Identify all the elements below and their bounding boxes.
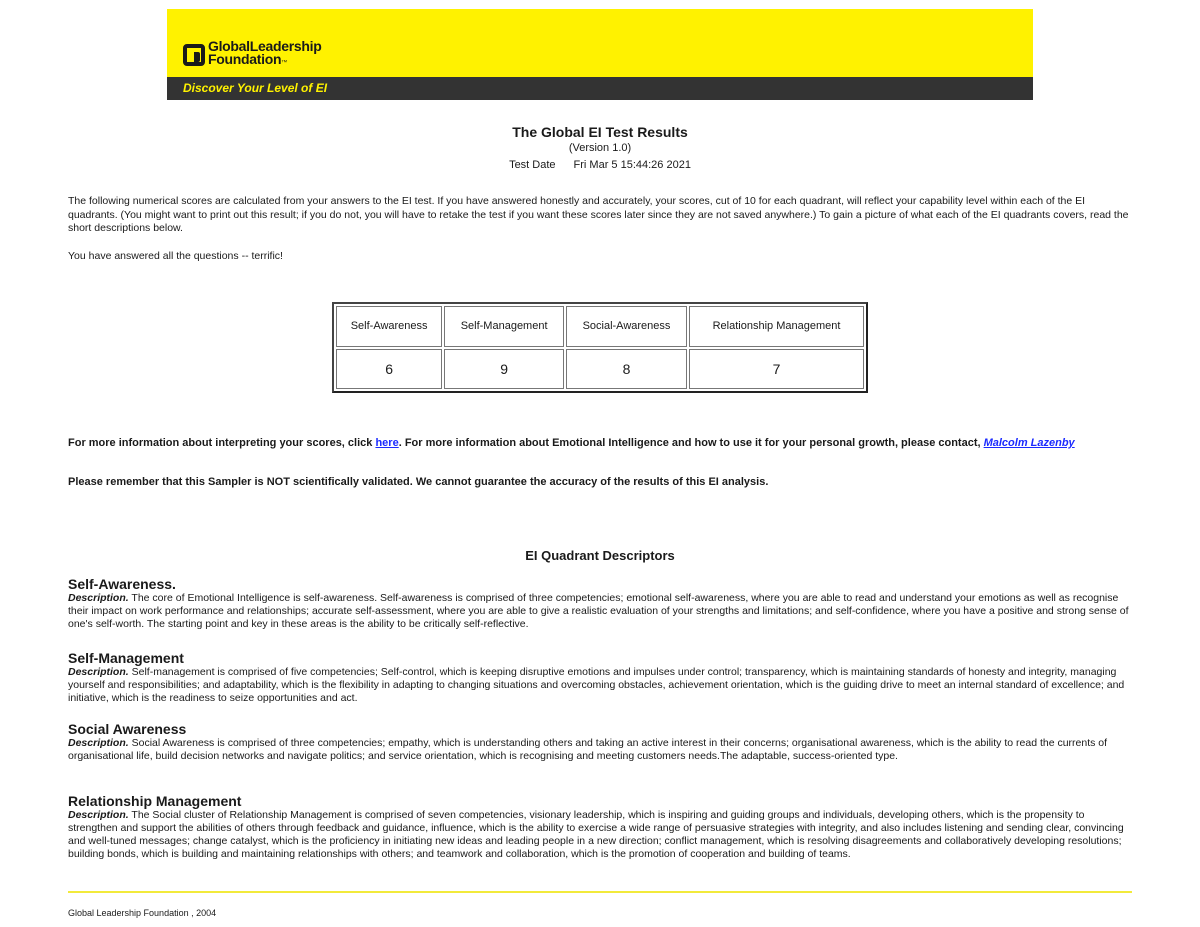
descriptors-title: EI Quadrant Descriptors bbox=[525, 548, 675, 563]
contact-link[interactable]: Malcolm Lazenby bbox=[983, 437, 1075, 449]
descriptor-social-awareness bbox=[68, 721, 1130, 763]
test-date-label: Test Date bbox=[509, 159, 556, 171]
descriptor-self-management bbox=[68, 650, 1130, 705]
version-label: (Version 1.0) bbox=[568, 142, 632, 154]
footer-text: Global Leadership Foundation , 2004 bbox=[68, 908, 217, 918]
here-link[interactable]: here bbox=[375, 437, 399, 449]
logo-icon bbox=[183, 44, 205, 66]
score-header-self-awareness: Self-Awareness bbox=[336, 306, 442, 347]
intro-paragraph: The following numerical scores are calculated from your answers to the EI test. If you have answered honestly and accurately, your scores, cut of 10 for each quadrant, will reflect your capability level within each of the EI quadrants. (You might want to print out this result; if you do not, you will have to retake the test if you want these scores later since they are not saved anywhere.) To gain a picture of what each of the EI quadrants covers, read the short descriptions below. bbox=[68, 195, 1129, 234]
page-title: The Global EI Test Results bbox=[512, 124, 688, 140]
logo[interactable] bbox=[183, 38, 322, 68]
answered-status: You have answered all the questions -- terrific! bbox=[68, 250, 283, 262]
descriptor-heading: Relationship Management bbox=[68, 793, 242, 809]
descriptor-text: Description. The core of Emotional Intelligence is self-awareness. Self-awareness is comprised of three competencies; emotional self-awareness, where you are able to read and understand your emotions as well as recognise their impact on work performance and relationships; accurate self-assessment, where you are able to give a realistic evaluation of your strengths and limitations; and self-confidence, where you have a positive and strong sense of one's self-worth. The starting point and key in these areas is the ability to be critically self-reflective. bbox=[68, 592, 1129, 630]
descriptor-text: Description. Self-management is comprised of five competencies; Self-control, which is keeping disruptive emotions and impulses under control; transparency, which is maintaining standards of honesty and integrity, managing yourself and responsibilities; and adaptability, which is the flexibility in adapting to changing situations and overcoming obstacles, achievement orientation, which is the guiding drive to meet an internal standard of excellence; and initiative, which is the readiness to seize opportunities and act. bbox=[68, 666, 1125, 704]
score-header-relationship-management: Relationship Management bbox=[689, 306, 864, 347]
tagline: Discover Your Level of EI bbox=[183, 81, 328, 95]
scores-header-row bbox=[336, 306, 864, 347]
header-banner bbox=[167, 9, 1033, 100]
scores-value-row bbox=[336, 349, 864, 390]
descriptor-heading: Self-Management bbox=[68, 650, 184, 666]
disclaimer: Please remember that this Sampler is NOT scientifically validated. We cannot guarantee the accuracy of the results of this EI analysis. bbox=[68, 476, 769, 488]
descriptor-self-awareness bbox=[68, 576, 1130, 631]
footer-divider bbox=[68, 891, 1132, 893]
test-date bbox=[0, 159, 1200, 171]
score-header-social-awareness: Social-Awareness bbox=[566, 306, 687, 347]
descriptor-text: Description. The Social cluster of Relationship Management is comprised of seven competencies, visionary leadership, which is inspiring and guiding groups and individuals, developing others, which is the propensity to strengthen and support the abilities of others through feedback and guidance, influence, which is the ability to exercise a wide range of persuasive strategies with integrity, and also includes listening and sending clear, convincing and well-tuned messages; change catalyst, which is the proficiency in initiating new ideas and leading people in a new direction; conflict management, which is resolving disagreements and collaboratively developing resolutions; building bonds, which is building and maintaining relationships with others; and teamwork and collaboration, which is the promotion of cooperation and building of teams. bbox=[68, 809, 1124, 860]
score-value-social-awareness: 8 bbox=[566, 349, 687, 390]
descriptor-heading: Social Awareness bbox=[68, 721, 187, 737]
logo-text: GlobalLeadership Foundation™ bbox=[208, 38, 322, 67]
descriptor-text: Description. Social Awareness is comprised of three competencies; empathy, which is understanding others and taking an active interest in their concerns; organisational awareness, which is the ability to read the currents of organisational life, build decision networks and navigate politics; and service orientation, which is recognising and meeting customers needs.The adaptable, success-oriented type. bbox=[68, 737, 1108, 762]
score-value-relationship-management: 7 bbox=[689, 349, 864, 390]
scores-table bbox=[332, 302, 868, 393]
tagline-strip bbox=[167, 77, 1033, 100]
score-value-self-management: 9 bbox=[444, 349, 564, 390]
test-date-value: Fri Mar 5 15:44:26 2021 bbox=[573, 159, 691, 171]
score-header-self-management: Self-Management bbox=[444, 306, 564, 347]
score-value-self-awareness: 6 bbox=[336, 349, 442, 390]
descriptor-relationship-management bbox=[68, 793, 1130, 861]
descriptor-heading: Self-Awareness. bbox=[68, 576, 176, 592]
more-info: For more information about interpreting your scores, click here. For more information about Emotional Intelligence and how to use it for your personal growth, please contact, Malcolm Lazenby bbox=[68, 437, 1075, 449]
